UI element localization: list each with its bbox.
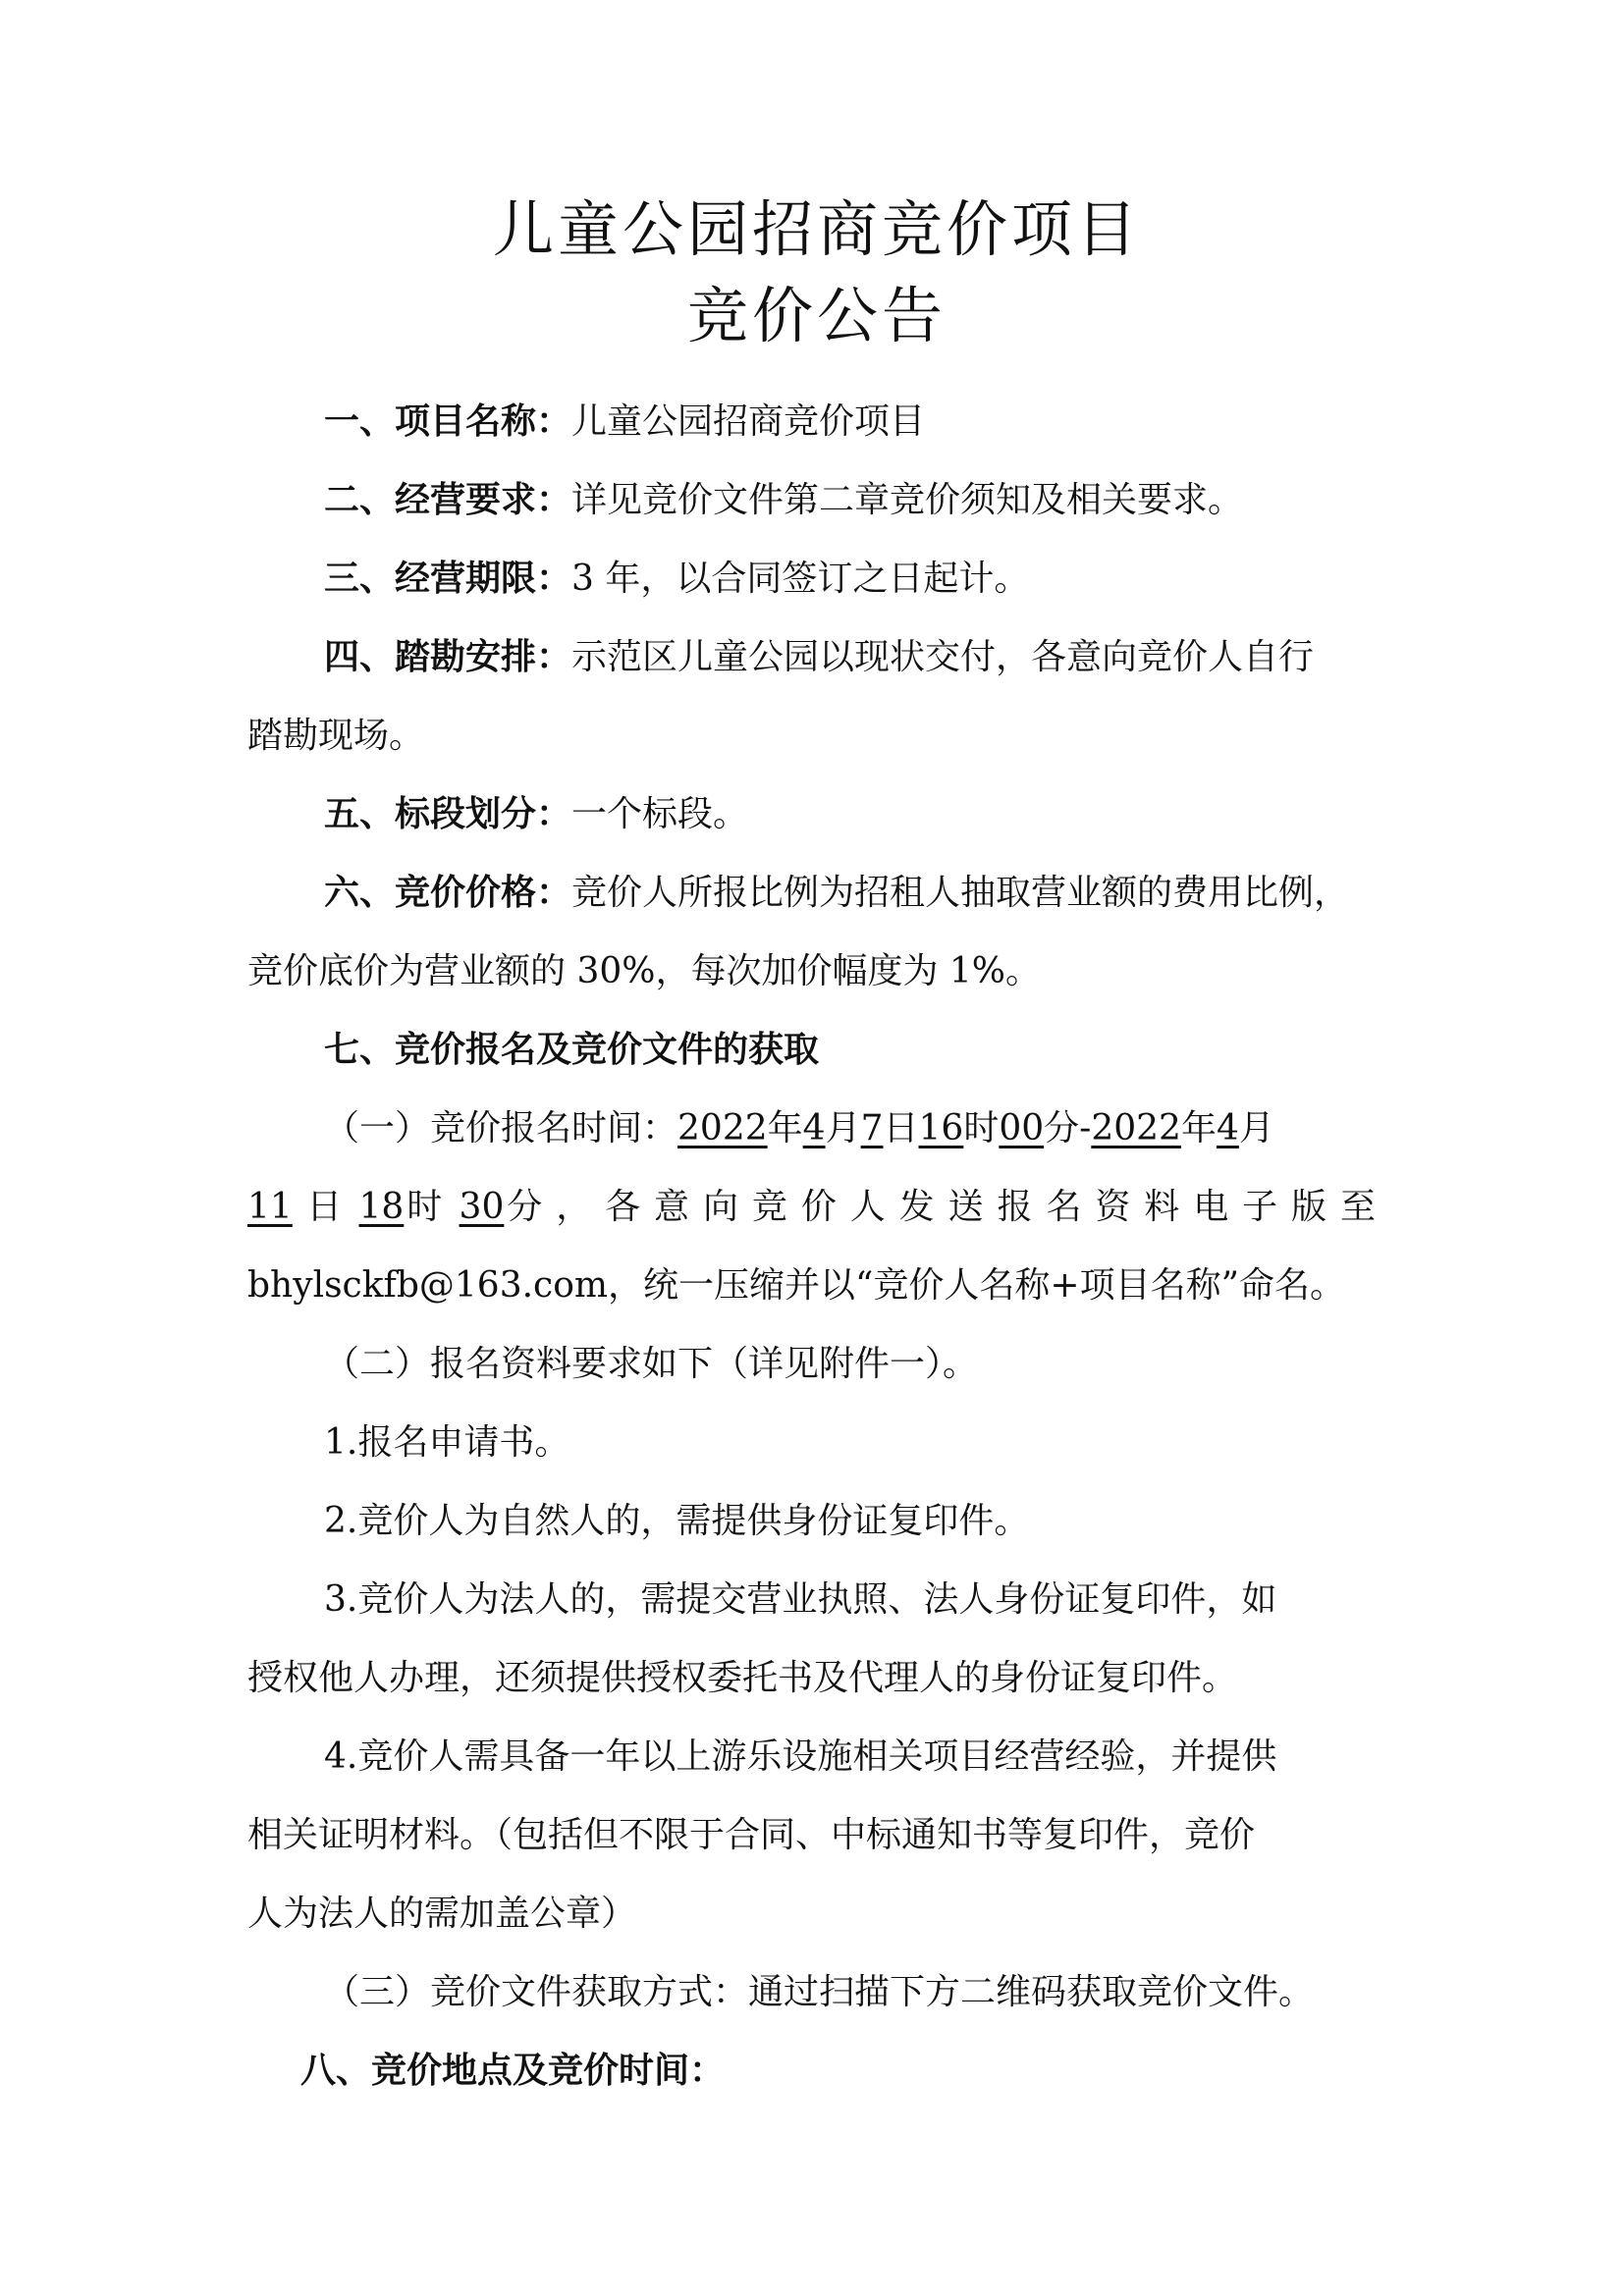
reg-end-year: 2022: [1091, 1108, 1181, 1148]
hour-unit: 时: [963, 1108, 1000, 1148]
section-5-text: 一个标段。: [571, 794, 749, 834]
section-6-label: 六、竞价价格：: [324, 873, 572, 913]
requirement-item-4-line3: 人为法人的需加盖公章）: [247, 1894, 637, 1934]
obtain-method: （三）竞价文件获取方式：通过扫描下方二维码获取竞价文件。: [324, 1972, 1315, 2012]
requirement-item-3-line2: 授权他人办理，还须提供授权委托书及代理人的身份证复印件。: [247, 1658, 1238, 1698]
requirement-item-4-line1: 4.竞价人需具备一年以上游乐设施相关项目经营经验，并提供: [324, 1736, 1277, 1777]
registration-time-label: （一）竞价报名时间：: [324, 1108, 678, 1148]
reg-end-hour: 18: [358, 1187, 405, 1227]
section-2: [247, 461, 1386, 540]
section-1: [247, 383, 1386, 461]
reg-end-minute: 30: [459, 1187, 505, 1227]
reg-start-hour: 16: [918, 1108, 964, 1148]
section-1-text: 儿童公园招商竞价项目: [571, 401, 926, 442]
registration-time-line2: [247, 1168, 1386, 1247]
section-5-label: 五、标段划分：: [324, 794, 572, 834]
requirement-item-3-line1: 3.竞价人为法人的，需提交营业执照、法人身份证复印件，如: [324, 1579, 1277, 1620]
document-subtitle: 竞价公告: [686, 280, 947, 351]
section-8-heading: 八、竞价地点及竞价时间：: [300, 2051, 726, 2091]
section-5: [247, 775, 1386, 854]
section-4: [247, 618, 1386, 697]
requirements-heading: （二）报名资料要求如下（详见附件一）。: [324, 1344, 979, 1384]
section-4-label: 四、踏勘安排：: [324, 637, 572, 677]
section-6-text-line1: 竞价人所报比例为招租人抽取营业额的费用比例，: [571, 873, 1350, 913]
registration-time-line1: [247, 1090, 1386, 1168]
notice-document: [247, 187, 1386, 2110]
section-3-text: 3 年，以合同签订之日起计。: [571, 559, 1030, 599]
reg-start-year: 2022: [677, 1108, 768, 1148]
section-2-text: 详见竞价文件第二章竞价须知及相关要求。: [571, 480, 1244, 520]
minute-unit: 分-: [1044, 1108, 1092, 1148]
day-unit: 日: [883, 1108, 919, 1148]
requirement-item-4-line2: 相关证明材料。（包括但不限于合同、中标通知书等复印件，竞价: [247, 1815, 1256, 1855]
section-6: [247, 854, 1386, 933]
reg-start-day: 7: [860, 1108, 884, 1148]
section-6-text-line2: 竞价底价为营业额的 30%，每次加价幅度为 1%。: [247, 951, 1042, 991]
section-7-heading: 七、竞价报名及竞价文件的获取: [324, 1030, 820, 1070]
requirement-item-1: 1.报名申请书。: [324, 1422, 570, 1463]
hour-unit: 时: [404, 1187, 446, 1227]
section-2-label: 二、经营要求：: [324, 480, 572, 520]
month-unit: 月: [825, 1108, 861, 1148]
section-4-text-line2: 踏勘现场。: [247, 716, 425, 756]
year-unit: 年: [1180, 1108, 1217, 1148]
registration-email-line: bhylsckfb@163.com，统一压缩并以“竞价人名称+项目名称”命名。: [247, 1265, 1346, 1306]
day-unit: 日: [306, 1187, 346, 1227]
section-3: [247, 540, 1386, 618]
section-1-label: 一、项目名称：: [324, 401, 572, 442]
reg-end-month: 4: [1216, 1108, 1239, 1148]
section-4-text-line1: 示范区儿童公园以现状交付，各意向竞价人自行: [571, 637, 1315, 677]
registration-send-text: 分，各意向竞价人发送报名资料电子版至: [504, 1187, 1386, 1227]
document-title: 儿童公园招商竞价项目: [492, 193, 1141, 265]
reg-end-day: 11: [247, 1187, 293, 1227]
reg-start-minute: 00: [999, 1108, 1045, 1148]
year-unit: 年: [767, 1108, 803, 1148]
section-3-label: 三、经营期限：: [324, 559, 572, 599]
requirement-item-2: 2.竞价人为自然人的，需提供身份证复印件。: [324, 1501, 1030, 1541]
month-unit: 月: [1238, 1108, 1274, 1148]
reg-start-month: 4: [802, 1108, 826, 1148]
